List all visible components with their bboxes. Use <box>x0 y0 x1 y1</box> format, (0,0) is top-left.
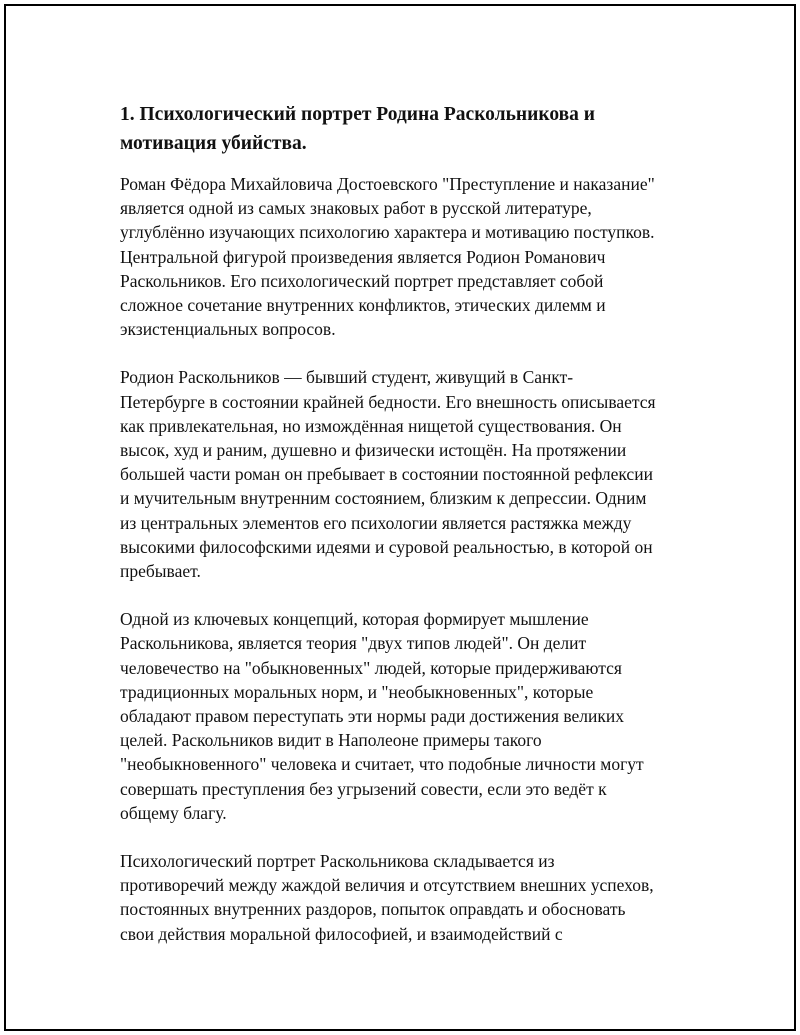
paragraph <box>120 172 692 341</box>
document-body <box>120 100 692 970</box>
paragraph <box>120 849 692 946</box>
text-line: "необыкновенного" человека и считает, что подобные личности могут <box>120 754 644 775</box>
text-line: человечество на "обыкновенных" людей, которые придерживаются <box>120 657 622 678</box>
text-line: большей части роман он пребывает в состоянии постоянной рефлексии <box>120 464 653 485</box>
text-line: Психологический портрет Раскольникова складывается из <box>120 851 555 872</box>
text-line: совершать преступления без угрызений совести, если это ведёт к <box>120 778 607 799</box>
text-line: Роман Фёдора Михайловича Достоевского "Преступление и наказание" <box>120 174 655 194</box>
text-line: является одной из самых знаковых работ в русской литературе, <box>120 198 592 219</box>
text-line: и мучительным внутренним состоянием, близким к депрессии. Одним <box>120 488 647 509</box>
text-line: Центральной фигурой произведения является Родион Романович <box>120 246 606 267</box>
paragraph <box>120 607 692 825</box>
text-line: Петербурге в состоянии крайней бедности. Его внешность описывается <box>120 391 656 412</box>
text-line: обладают правом переступать эти нормы ради достижения великих <box>120 706 625 727</box>
text-line: традиционных моральных норм, и "необыкновенных", которые <box>120 681 594 702</box>
text-line: Раскольников. Его психологический портрет представляет собой <box>120 270 604 291</box>
text-line: Раскольникова, является теория "двух типов людей". Он делит <box>120 633 587 654</box>
text-line: свои действия моральной философией, и взаимодействий с <box>120 923 563 944</box>
section-heading <box>120 100 692 158</box>
text-line: сложное сочетание внутренних конфликтов, этических дилемм и <box>120 295 606 316</box>
text-line: противоречий между жаждой величия и отсутствием внешних успехов, <box>120 875 654 896</box>
document-page <box>4 4 796 1031</box>
text-line: Одной из ключевых концепций, которая формирует мышление <box>120 609 589 630</box>
text-line: постоянных внутренних раздоров, попыток оправдать и обосновать <box>120 899 626 920</box>
text-line: экзистенциальных вопросов. <box>120 319 336 340</box>
heading-line: мотивация убийства. <box>120 133 307 154</box>
text-line: высок, худ и раним, душевно и физически истощён. На протяжении <box>120 440 627 461</box>
text-line: общему благу. <box>120 802 227 823</box>
heading-line: 1. Психологический портрет Родина Раскольникова и <box>120 104 596 125</box>
text-line: высокими философскими идеями и суровой реальностью, в которой он <box>120 536 653 557</box>
text-line: как привлекательная, но измождённая нищетой существования. Он <box>120 415 622 436</box>
text-line: Родион Раскольников — бывший студент, живущий в Санкт- <box>120 367 574 388</box>
text-line: из центральных элементов его психологии является растяжка между <box>120 512 632 533</box>
text-line: углублённо изучающих психологию характера и мотивацию поступков. <box>120 222 655 243</box>
text-line: пребывает. <box>120 561 201 582</box>
paragraph <box>120 365 692 583</box>
text-line: целей. Раскольников видит в Наполеоне примеры такого <box>120 730 542 751</box>
